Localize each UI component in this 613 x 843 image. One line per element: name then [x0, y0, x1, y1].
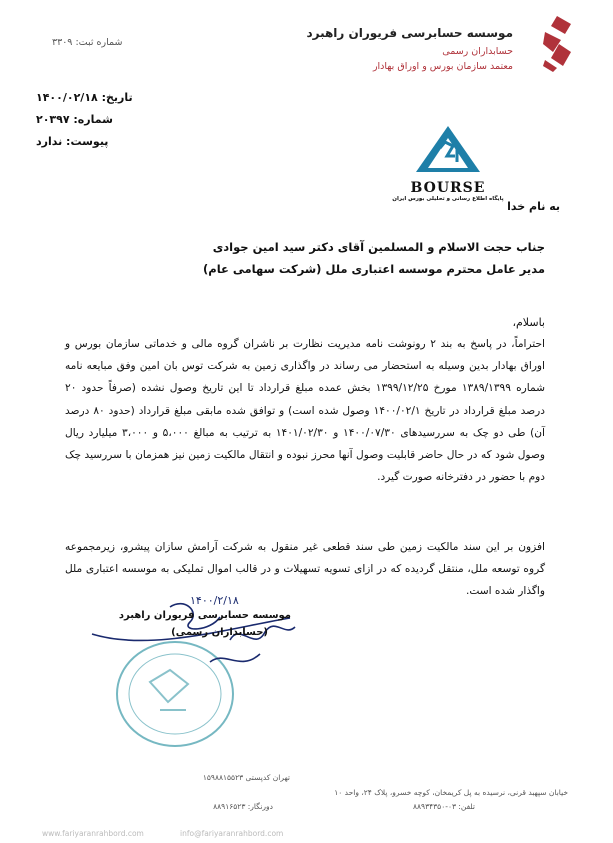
- bourse-logo-text: BOURSE: [410, 180, 486, 196]
- signature-firm-name: موسسه حسابرسی فریوران راهبرد: [118, 610, 291, 621]
- company-stamp: [117, 642, 233, 746]
- footer-postal-code: تهران کدپستی ۱۵۹۸۸۱۵۵۲۳: [202, 773, 290, 782]
- recipient-title: مدیر عامل محترم موسسه اعتباری ملل (شرکت سهامی عام): [203, 262, 545, 276]
- firm-subtitle: حسابداران رسمی: [442, 46, 513, 57]
- letter-date: تاریخ: ۱۴۰۰/۰۲/۱۸: [36, 91, 133, 104]
- firm-logo-icon: [539, 14, 575, 74]
- registration-number: شماره ثبت: ۳۳۰۹: [52, 37, 123, 48]
- footer-fax: دورنگار: ۸۸۹۱۶۵۲۳: [213, 802, 273, 811]
- body-paragraph-2: افزون بر این سند مالکیت زمین طی سند قطعی غیر منقول به شرکت آرامش سازان پیشرو، زیرمجموعه گروه توسعه ملل، منتقل گردیده که در ازای تسویه تسهیلات و در قالب اموال تملیکی به موسسه اعتباری ملل واگذار شده است.: [65, 541, 545, 598]
- signature-firm-title: (حسابداران رسمی): [171, 627, 268, 638]
- letter-number: شماره: ۲۰۳۹۷: [36, 113, 113, 126]
- firm-membership: معتمد سازمان بورس و اوراق بهادار: [372, 61, 513, 72]
- footer-address: خیابان سپهبد قرنی، نرسیده به پل کریمخان، کوچه خسرو، پلاک ۲۴، واحد ۱۰: [334, 788, 568, 797]
- bourse-logo-subtitle: پایگاه اطلاع رسانی و تحلیلی بورس ایران: [392, 196, 504, 202]
- greeting: باسلام،: [512, 316, 545, 329]
- recipient-name: جناب حجت الاسلام و المسلمین آقای دکتر سید امین جوادی: [212, 240, 545, 254]
- footer-phone: تلفن: ۰۳-۸۸۹۳۴۳۵۰: [413, 802, 475, 811]
- letter-attachment: پیوست: ندارد: [36, 135, 109, 148]
- body-paragraph-1: احتراماً، در پاسخ به بند ۲ رونوشت نامه مدیریت نظارت بر ناشران گروه مالی و خدماتی سازمان بورس و اوراق بهادار بدین وسیله به استحضار می رساند در واگذاری زمین به شرکت توس بان امین وفق مبایعه نامه شماره ۱۳۸۹/۱۳۹۹ مورخ ۱۳۹۹/۱۲/۲۵ بخش عمده مبلغ قرارداد تا این تاریخ وصول نشده (صرفاً حدود ۲۰ درصد مبلغ قرارداد در تاریخ ۱۴۰۰/۰۲/۱ وصول شده است) و توافق شده مابقی مبلغ قرارداد (حدود ۸۰ درصد آن) طی دو چک به سررسیدهای ۱۴۰۰/۰۷/۳۰ و ۱۴۰۱/۰۲/۳۰ به ترتیب به مبالغ ۵،۰۰۰ و ۳،۰۰۰ میلیارد ریال وصول شود که در حال حاضر قابلیت وصول آنها محرز نبوده و انتقال مالکیت زمین نیز همزمان با سررسید چک دوم با حضور در دفترخانه صورت گیرد.: [65, 338, 545, 484]
- bourse-logo: [385, 122, 511, 204]
- footer-email[interactable]: info@fariyaranrahbord.com: [180, 829, 284, 838]
- handwritten-date: ۱۴۰۰/۲/۱۸: [190, 594, 239, 607]
- bourse-triangle-icon: [385, 122, 511, 176]
- bismillah: به نام خدا: [507, 200, 560, 213]
- footer-website[interactable]: www.fariyaranrahbord.com: [42, 829, 144, 838]
- firm-name: موسسه حسابرسی فریوران راهبرد: [306, 26, 513, 40]
